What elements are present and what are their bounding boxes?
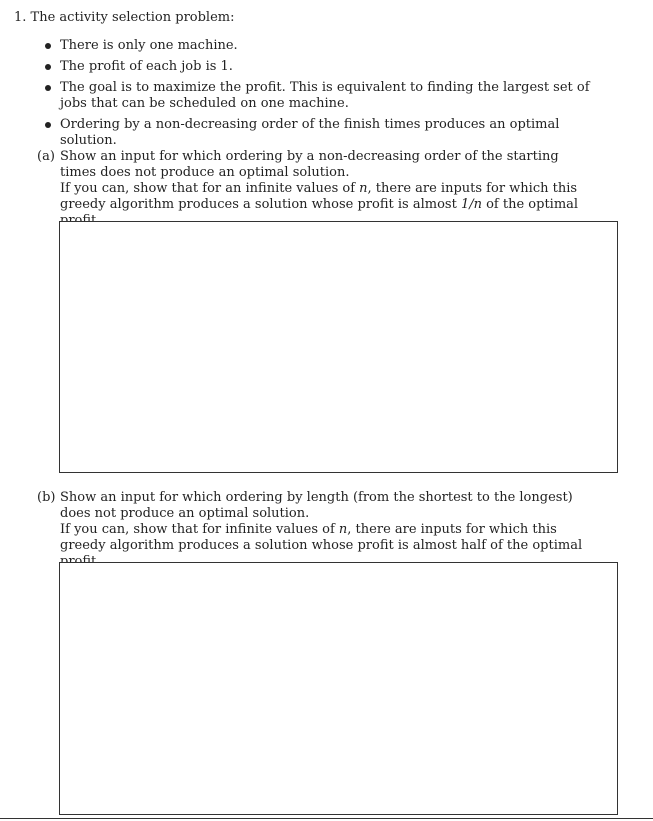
var-n: n <box>359 181 368 196</box>
bullet-text: The goal is to maximize the profit. This is equivalent to finding the largest set of jobs that can be scheduled on one machine. <box>60 80 590 111</box>
bullet-icon <box>45 43 51 49</box>
part-b-extension: If you can, show that for infinite values of n, there are inputs for which this greedy algorithm produces a solution whose profit is almost half of the optimal <box>60 522 583 553</box>
fraction-1-over-n: 1/n <box>460 197 482 212</box>
problem-number: 1. <box>14 10 27 25</box>
problem-title: The activity selection problem: <box>30 10 235 25</box>
list-item <box>40 80 595 112</box>
bullet-icon <box>45 122 51 128</box>
list-item <box>40 38 595 54</box>
part-a-label: (a) <box>37 149 55 164</box>
answer-box-b[interactable] <box>59 562 618 815</box>
part-a-extension: If you can, show that for an infinite values of n, there are inputs for which this greedy algorithm produces a solution whose profit is almost 1/n of the optimal <box>60 181 579 212</box>
part-b-question: Show an input for which ordering by length (from the shortest to the longest) does not produce an optimal solution. <box>60 490 573 521</box>
part-a <box>37 149 597 229</box>
bullet-icon <box>45 85 51 91</box>
bullet-text: The profit of each job is 1. <box>60 59 233 74</box>
var-n: n <box>338 522 348 537</box>
part-b <box>37 490 597 570</box>
list-item <box>40 59 595 75</box>
assumptions-list <box>40 38 595 154</box>
bullet-text: Ordering by a non-decreasing order of the finish times produces an optimal solution. <box>60 117 560 148</box>
part-a-question: Show an input for which ordering by a non-decreasing order of the starting times does not produce an optimal solution. <box>60 149 559 180</box>
answer-box-a[interactable] <box>59 221 618 473</box>
bullet-text: There is only one machine. <box>60 38 238 53</box>
bullet-icon <box>45 64 51 70</box>
page-bottom-rule <box>0 818 653 819</box>
list-item <box>40 117 595 149</box>
problem-heading <box>14 10 234 26</box>
part-b-label: (b) <box>37 490 56 505</box>
